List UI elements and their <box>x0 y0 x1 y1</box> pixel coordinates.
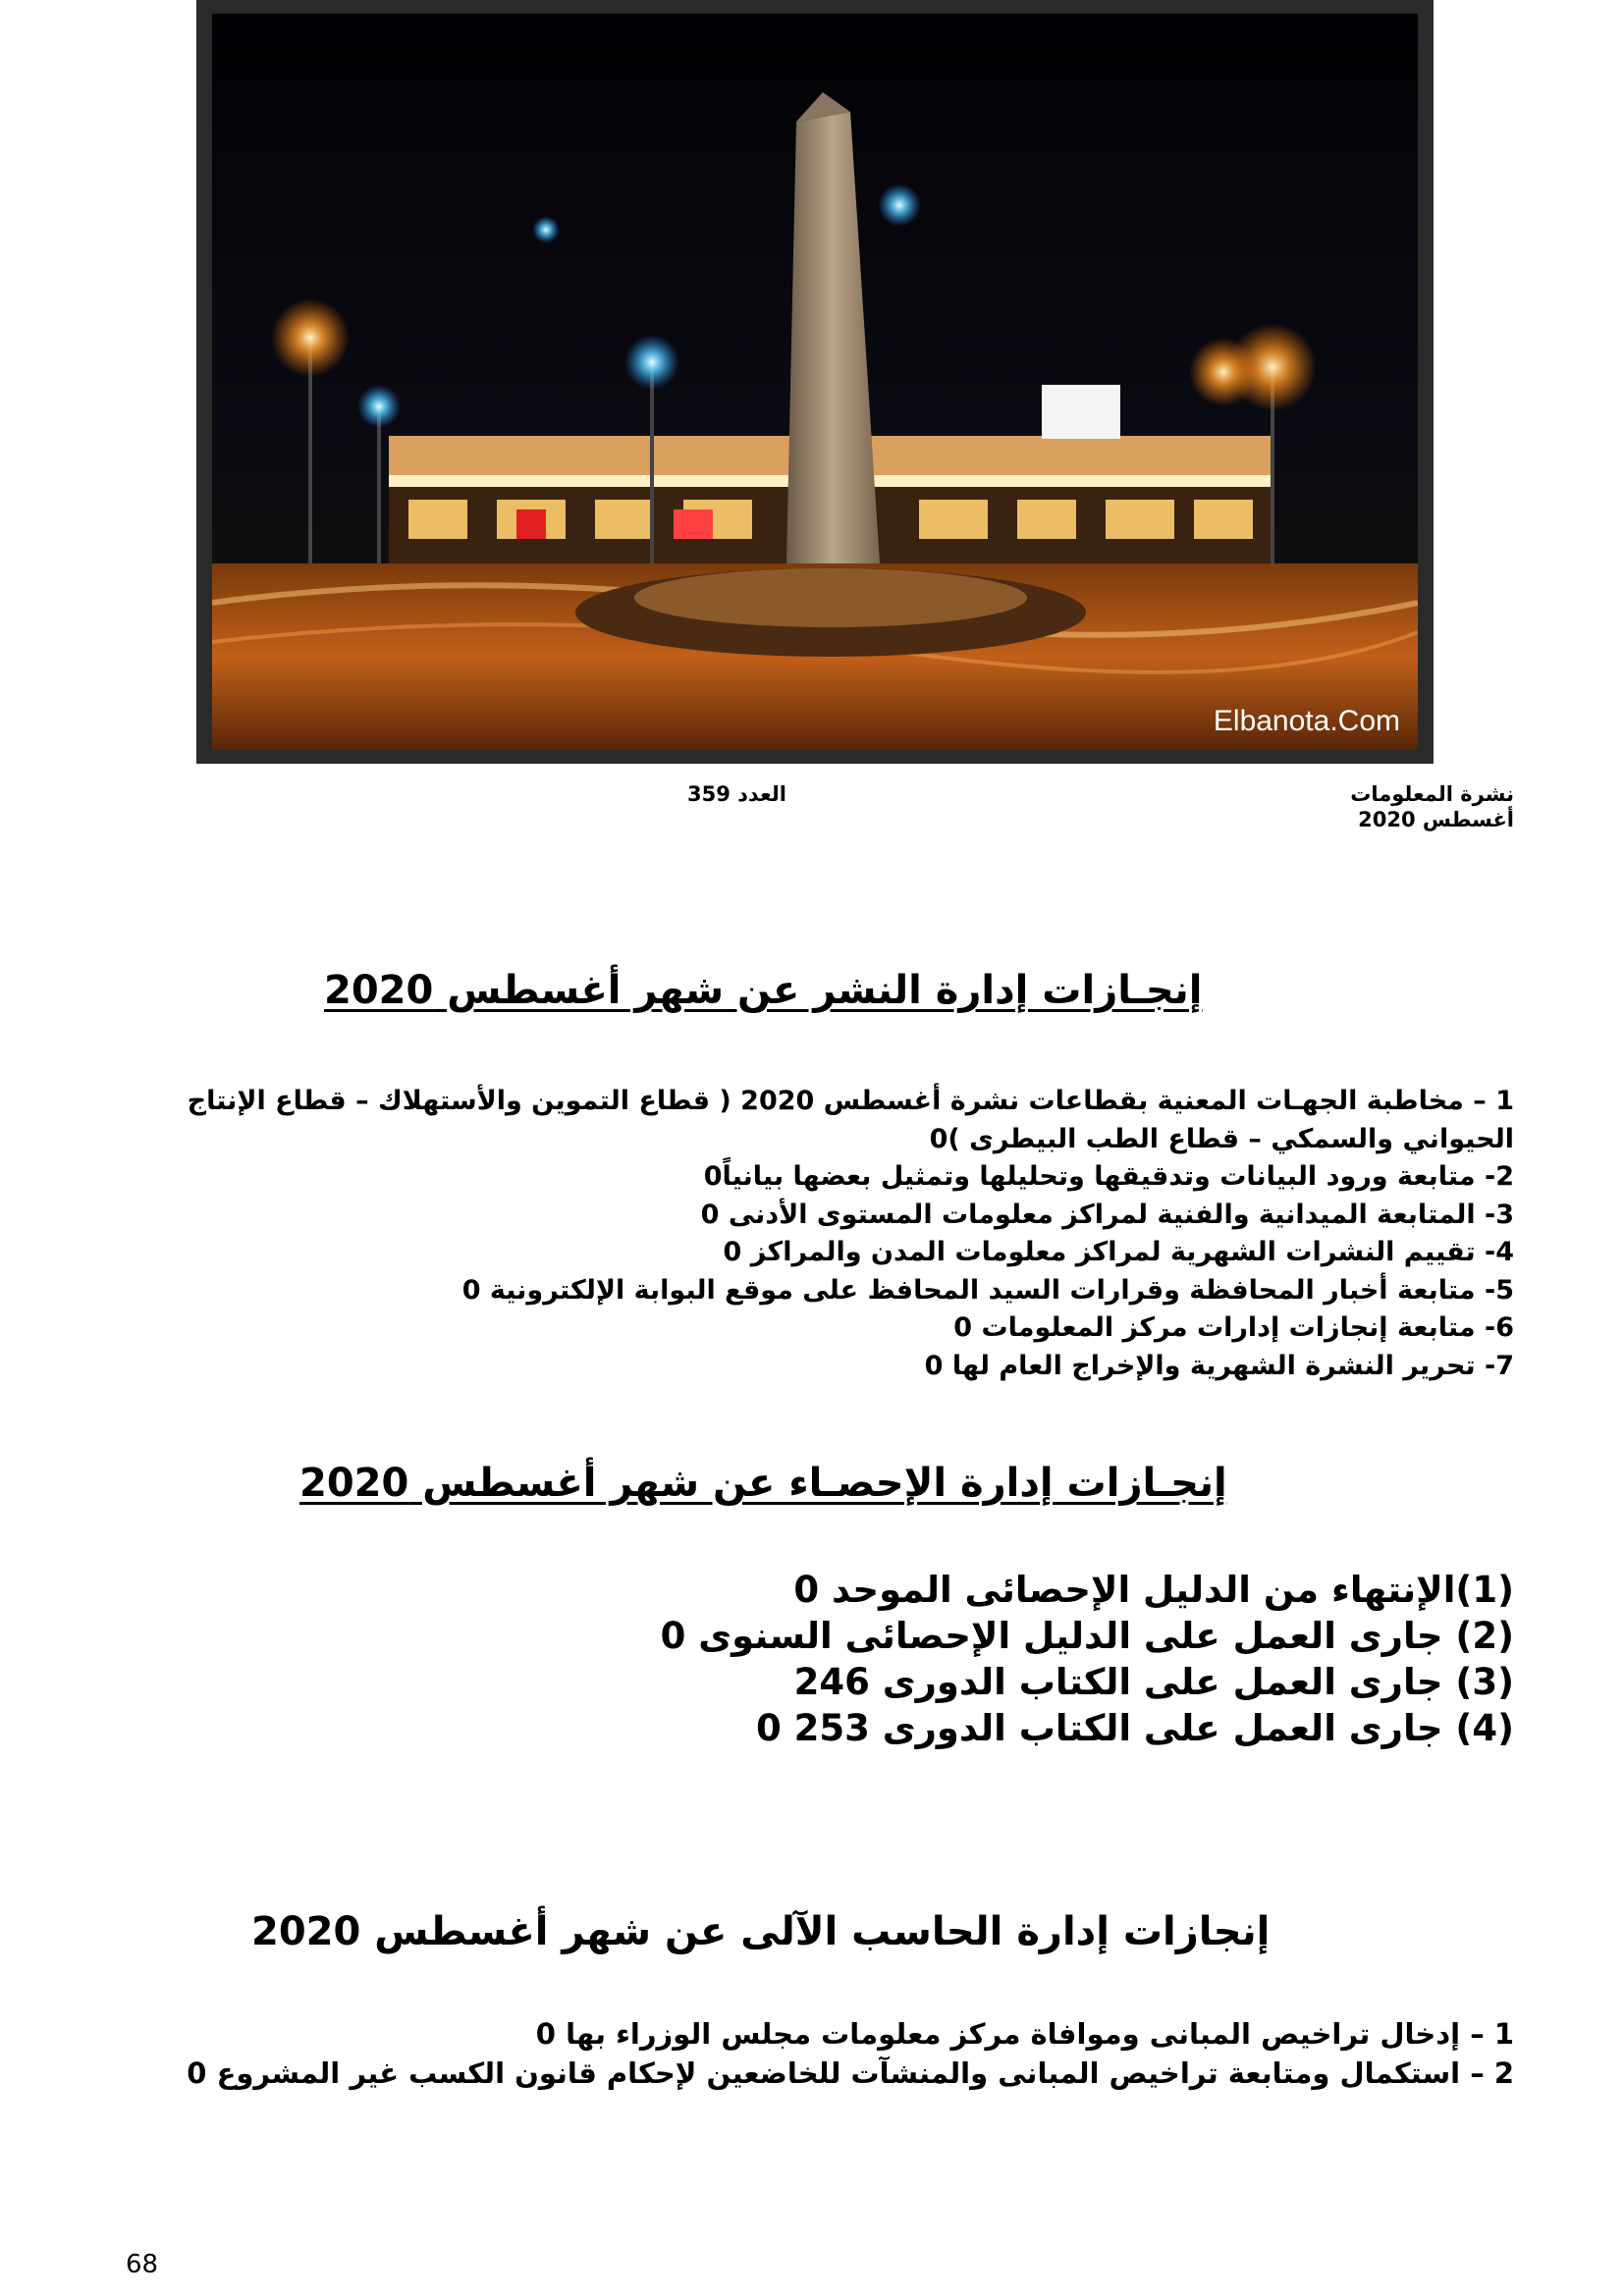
computer-list <box>139 2014 1514 2093</box>
list-item: 2- متابعة ورود البيانات وتدقيقها وتحليلها وتمثيل بعضها بيانياً0 <box>703 1161 1514 1192</box>
publishing-section-title: إنجـازات إدارة النشر عن شهر أغسطس 2020 <box>324 968 1203 1013</box>
list-item: 3- المتابعة الميدانية والفنية لمراكز معلومات المستوى الأدنى 0 <box>700 1199 1514 1230</box>
computer-section-title: إنجازات إدارة الحاسب الآلى عن شهر أغسطس 2020 <box>251 1909 1271 1954</box>
page-number: 68 <box>126 2250 159 2279</box>
statistics-section-title: إنجـازات إدارة الإحصـاء عن شهر أغسطس 2020 <box>299 1461 1227 1506</box>
list-item: 2 – استكمال ومتابعة تراخيص المبانى والمنشآت للخاضعين لإحكام قانون الكسب غير المشروع 0 <box>187 2056 1514 2090</box>
list-item: 1 – إدخال تراخيص المبانى وموافاة مركز معلومات مجلس الوزراء بها 0 <box>535 2017 1514 2051</box>
list-item: 4- تقييم النشرات الشهرية لمراكز معلومات المدن والمراكز 0 <box>723 1237 1514 1267</box>
bulletin-title: نشرة المعلومات <box>1350 782 1514 806</box>
issue-date: أغسطس 2020 <box>1358 808 1514 831</box>
statistics-list <box>661 1567 1514 1751</box>
list-item: 7- تحرير النشرة الشهرية والإخراج العام لها 0 <box>924 1350 1514 1381</box>
list-item: (3) جارى العمل على الكتاب الدورى 246 <box>793 1661 1514 1703</box>
cover-photo <box>196 0 1434 764</box>
list-item: (1)الإنتهاء من الدليل الإحصائى الموحد 0 <box>793 1569 1514 1611</box>
photo-watermark: Elbanota.Com <box>1213 705 1400 737</box>
night-monument-photo <box>212 14 1418 750</box>
publishing-list <box>120 1083 1514 1385</box>
list-item: 6- متابعة إنجازات إدارات مركز المعلومات 0 <box>953 1312 1514 1343</box>
list-item: 1 – مخاطبة الجهـات المعنية بقطاعات نشرة أغسطس 2020 ( قطاع التموين والأستهلاك – قطاع الإنتاج الحيواني والسمكي – قطاع الطب البيطرى )0 <box>187 1086 1514 1154</box>
list-item: (4) جارى العمل على الكتاب الدورى 253 0 <box>755 1707 1514 1749</box>
issue-number: العدد 359 <box>687 782 786 806</box>
list-item: 5- متابعة أخبار المحافظة وقرارات السيد المحافظ على موقع البوابة الإلكترونية 0 <box>461 1274 1514 1306</box>
list-item: (2) جارى العمل على الدليل الإحصائى السنوى 0 <box>660 1615 1514 1657</box>
